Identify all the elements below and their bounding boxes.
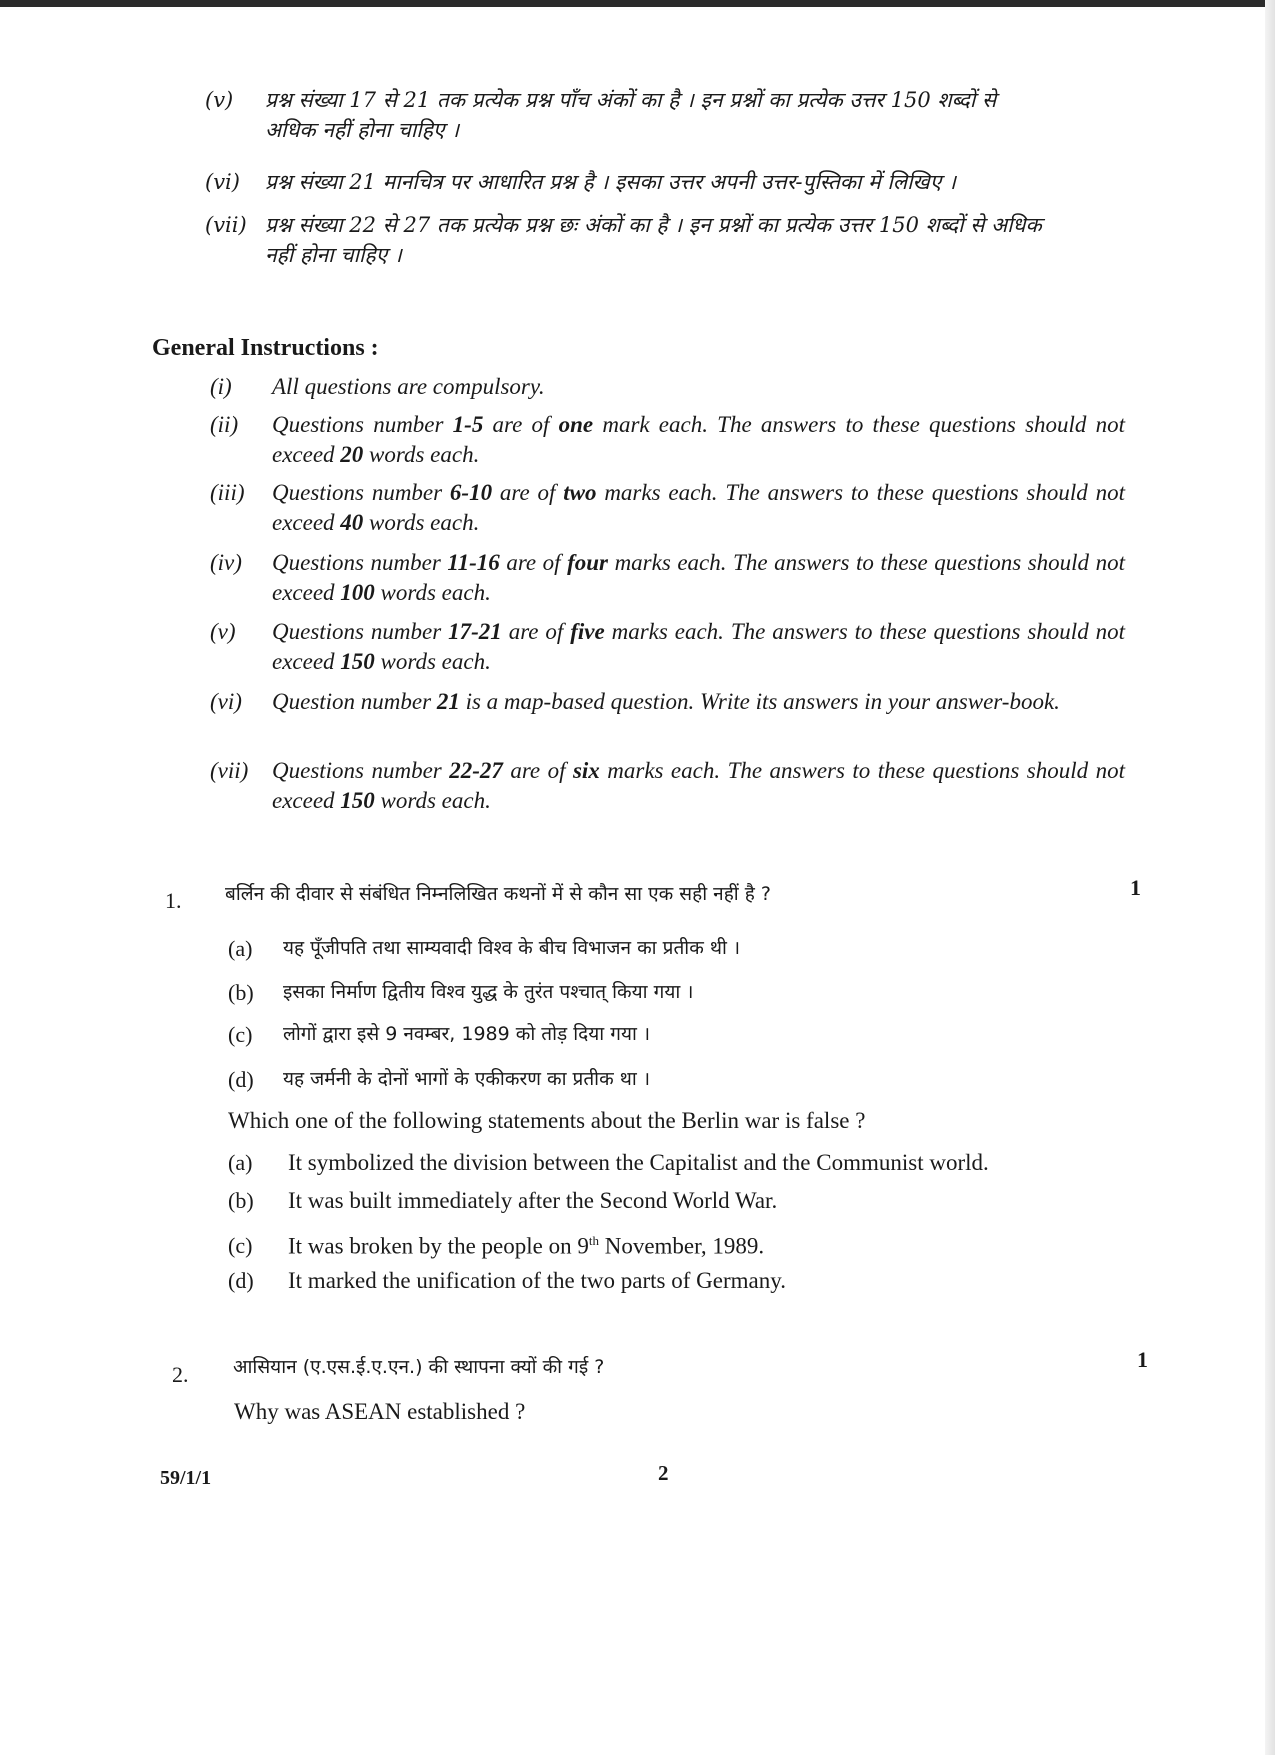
paper-code: 59/1/1: [160, 1467, 212, 1489]
hindi-instruction-vi: (vi) प्रश्न संख्या 21 मानचित्र पर आधारित प्रश्न है । इसका उत्तर अपनी उत्तर-पुस्तिका में लिखिए ।: [205, 170, 956, 194]
q1-number: 1.: [165, 888, 182, 913]
scan-right-edge: [1265, 0, 1275, 1755]
instruction-vii: (vii) Questions number 22-27 are of six marks each. The answers to these questions should not exceed 150 words each.: [210, 758, 1125, 813]
instruction-v: (v) Questions number 17-21 are of five marks each. The answers to these questions should not exceed 150 words each.: [210, 619, 1125, 674]
q2-number: 2.: [172, 1362, 189, 1387]
instruction-iv: (iv) Questions number 11-16 are of four marks each. The answers to these questions should not exceed 100 words each.: [210, 550, 1125, 605]
hindi-instruction-v: (v) प्रश्न संख्या 17 से 21 तक प्रत्येक प्रश्न पाँच अंकों का है । इन प्रश्नों का प्रत्येक उत्तर 150 शब्दों से अधिक नहीं होना चाहिए ।: [205, 88, 997, 142]
q2-marks: 1: [1137, 1347, 1148, 1372]
page-number: 2: [658, 1461, 669, 1485]
q2-hindi-text: आसियान (ए.एस.ई.ए.एन.) की स्थापना क्यों की गई ?: [233, 1356, 605, 1378]
q1-english-text: Which one of the following statements about the Berlin war is false ?: [228, 1108, 866, 1133]
q1-hindi-text: बर्लिन की दीवार से संबंधित निम्नलिखित कथनों में से कौन सा एक सही नहीं है ?: [225, 883, 771, 905]
exam-page: (v) प्रश्न संख्या 17 से 21 तक प्रत्येक प्रश्न पाँच अंकों का है । इन प्रश्नों का प्रत्येक उत्तर 150 शब्दों से अधिक नहीं होना चाहिए । (vi) प्रश्न संख्या 21 मानचित्र पर आधारित प्रश्न है । इसका उत्तर अपनी उत्तर-पुस्तिका में लिखिए । (vii) प्रश्न संख्या 22 से 27 तक प्रत्येक प्रश्न छः अंकों का है । इन प्रश्नों का प्रत्येक उत्तर 150 शब्दों से अधिक नहीं होना चाहिए । General Instructions : (i) All questions are compulsory. (ii) Questions number 1-5 are of one mark each. The answers to these questions should not exceed 20 words each. (iii) Questions number 6-10 are of two marks each. The answers to these questions should not exceed 40 words each. (iv) Questions number 11-16 are of four marks each. The answers to these questions should not exceed 100 words each. (v) Questions number 17-21 are of five marks each. The answers to these questions should not exceed 150 words each. (vi) Question number 21 is a map-based question. Write its answers in your answer-book. (vii) Questions number 22-27 are of six marks each. The answers to these questions should not exceed 150 words each. 1. बर्लिन की दीवार से संबंधित निम्नलिखित कथनों में से कौन सा एक सही नहीं है ? 1 (a) यह पूँजीपति तथा साम्यवादी विश्व के बीच विभाजन का प्रतीक थी । (b) इसका निर्माण द्वितीय विश्व युद्ध के तुरंत पश्चात् किया गया । (c) लोगों द्वारा इसे 9 नवम्बर, 1989 को तोड़ दिया गया । (d) यह जर्मनी के दोनों भागों के एकीकरण का प्रतीक था । Which one of the following statements about the Berlin war is false ? (a) It symbolized the division between the Capitalist and the Communist world. (b) It was built immediately after the Second World War. (c) It was broken by the people on 9th November, 1989. (d) It marked the unification of the two parts of Germany. 2. आसियान (ए.एस.ई.ए.एन.) की स्थापना क्यों की गई ? 1 Why was ASEAN established ? 59/1/1 2: [0, 0, 1275, 1755]
instruction-vi: (vi) Question number 21 is a map-based question. Write its answers in your answer-book.: [210, 689, 1060, 714]
general-instructions-heading: General Instructions :: [152, 335, 379, 361]
instruction-iii: (iii) Questions number 6-10 are of two marks each. The answers to these questions should not exceed 40 words each.: [210, 480, 1125, 535]
scan-top-edge: [0, 0, 1275, 7]
instruction-i: (i) All questions are compulsory.: [210, 374, 545, 399]
instruction-ii: (ii) Questions number 1-5 are of one mark each. The answers to these questions should not exceed 20 words each.: [210, 412, 1126, 467]
hindi-instruction-vii: (vii) प्रश्न संख्या 22 से 27 तक प्रत्येक प्रश्न छः अंकों का है । इन प्रश्नों का प्रत्येक उत्तर 150 शब्दों से अधिक नहीं होना चाहिए ।: [205, 213, 1042, 267]
q1-marks: 1: [1130, 875, 1141, 900]
q2-english-text: Why was ASEAN established ?: [234, 1399, 526, 1424]
